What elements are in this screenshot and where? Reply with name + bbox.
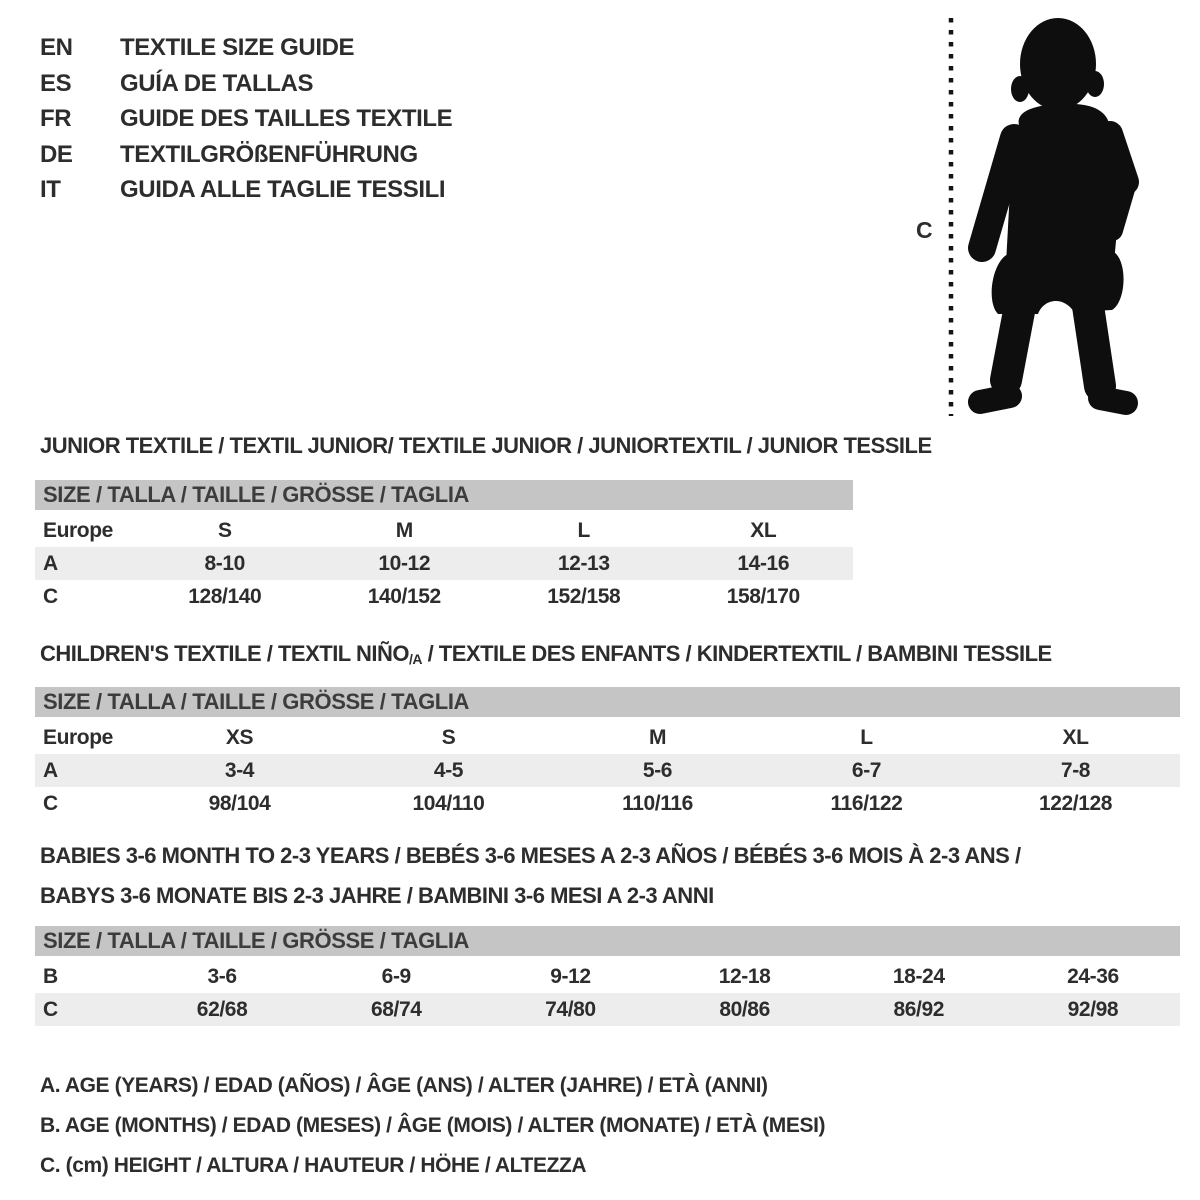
value-cell: 8-10 [204, 551, 245, 575]
legend-line-c: C. (cm) HEIGHT / ALTURA / HAUTEUR / HÖHE / ALTEZZA [40, 1154, 587, 1177]
height-dashed-line [948, 18, 954, 416]
language-row [40, 66, 452, 102]
size-cell: L [577, 518, 590, 542]
language-label: GUÍA DE TALLAS [120, 69, 314, 97]
value-cell: 18-24 [892, 964, 945, 988]
value-cell: 86/92 [893, 997, 945, 1021]
table-row [35, 960, 1180, 993]
table-row [35, 547, 853, 580]
table-row [35, 993, 1180, 1026]
value-cell: 98/104 [208, 791, 271, 815]
section-title-babies-line2: BABYS 3-6 MONATE BIS 2-3 JAHRE / BAMBINI 3-6 MESI A 2-3 ANNI [40, 883, 714, 908]
table-header-bar: SIZE / TALLA / TAILLE / GRÖSSE / TAGLIA [35, 926, 1180, 956]
row-label: A [43, 551, 58, 575]
value-cell: 140/152 [367, 584, 441, 608]
value-cell: 7-8 [1060, 758, 1091, 782]
value-cell: 10-12 [378, 551, 431, 575]
language-code: EN [40, 34, 73, 61]
language-label: GUIDA ALLE TAGLIE TESSILI [120, 176, 446, 203]
size-cell: S [441, 725, 456, 749]
language-row [40, 172, 452, 208]
size-cell: XS [225, 725, 254, 749]
value-cell: 3-4 [224, 758, 255, 782]
row-label: C [43, 997, 58, 1021]
row-label: Europe [43, 518, 113, 542]
language-label: GUIDE DES TAILLES TEXTILE [120, 105, 453, 132]
height-measure-label: C [916, 217, 933, 243]
size-cell: M [648, 725, 667, 749]
table-header-bar: SIZE / TALLA / TAILLE / GRÖSSE / TAGLIA [35, 480, 853, 510]
row-label: B [43, 964, 58, 988]
row-label: A [43, 758, 58, 782]
language-label: TEXTILGRÖßENFÜHRUNG [120, 140, 418, 168]
value-cell: 110/116 [622, 791, 693, 815]
size-cell: M [395, 518, 413, 542]
value-cell: 12-18 [718, 964, 771, 988]
value-cell: 152/158 [547, 584, 621, 608]
value-cell: 158/170 [726, 584, 800, 608]
value-cell: 104/110 [412, 791, 485, 815]
value-cell: 92/98 [1067, 997, 1119, 1021]
value-cell: 5-6 [642, 758, 673, 782]
value-cell: 14-16 [737, 551, 790, 575]
language-code: ES [40, 69, 72, 97]
table-header-bar: SIZE / TALLA / TAILLE / GRÖSSE / TAGLIA [35, 687, 1180, 717]
language-list [40, 30, 452, 208]
row-label: C [43, 584, 58, 608]
children-size-table [35, 687, 1180, 820]
table-row [35, 787, 1180, 820]
row-label: C [43, 791, 58, 815]
value-cell: 62/68 [196, 997, 248, 1021]
value-cell: 6-9 [381, 964, 411, 988]
value-cell: 12-13 [557, 551, 610, 575]
language-code: DE [40, 140, 73, 168]
value-cell: 74/80 [545, 997, 596, 1021]
legend [40, 1066, 825, 1186]
table-row [35, 721, 1180, 754]
subscript-a: /A [408, 651, 422, 667]
value-cell: 80/86 [719, 997, 770, 1021]
language-row [40, 137, 452, 173]
value-cell: 9-12 [550, 964, 591, 988]
value-cell: 6-7 [851, 758, 882, 782]
language-row [40, 30, 452, 66]
table-row [35, 580, 853, 613]
baby-silhouette [962, 10, 1167, 420]
size-cell: XL [1062, 725, 1089, 749]
size-cell: S [217, 518, 232, 542]
section-title-babies-line1: BABIES 3-6 MONTH TO 2-3 YEARS / BEBÉS 3-6 MESES A 2-3 AÑOS / BÉBÉS 3-6 MOIS À 2-3 ANS / [40, 843, 1021, 868]
table-row [35, 754, 1180, 787]
language-code: IT [40, 176, 61, 203]
legend-line-a: A. AGE (YEARS) / EDAD (AÑOS) / ÂGE (ANS) / ALTER (JAHRE) / ETÀ (ANNI) [40, 1074, 768, 1097]
value-cell: 68/74 [370, 997, 422, 1021]
junior-size-table [35, 480, 853, 613]
size-cell: XL [750, 518, 777, 542]
size-cell: L [860, 725, 873, 749]
babies-size-table [35, 926, 1180, 1026]
value-cell: 3-6 [207, 964, 237, 988]
section-title-junior: JUNIOR TEXTILE / TEXTIL JUNIOR/ TEXTILE JUNIOR / JUNIORTEXTIL / JUNIOR TESSILE [40, 433, 932, 458]
language-code: FR [40, 105, 72, 132]
row-label: Europe [43, 725, 113, 749]
table-row [35, 514, 853, 547]
value-cell: 122/128 [1038, 791, 1113, 815]
section-title-children: CHILDREN'S TEXTILE / TEXTIL $NIÑO_{/A}$ / TEXTILE DES ENFANTS / KINDERTEXTIL / BAMBINI TESSILE [40, 641, 1052, 667]
language-row [40, 101, 452, 137]
value-cell: 24-36 [1067, 964, 1119, 988]
legend-line-b: B. AGE (MONTHS) / EDAD (MESES) / ÂGE (MOIS) / ALTER (MONATE) / ETÀ (MESI) [40, 1114, 826, 1137]
value-cell: 4-5 [433, 758, 464, 782]
language-label: TEXTILE SIZE GUIDE [120, 34, 355, 61]
value-cell: 128/140 [188, 584, 262, 608]
value-cell: 116/122 [830, 791, 903, 815]
